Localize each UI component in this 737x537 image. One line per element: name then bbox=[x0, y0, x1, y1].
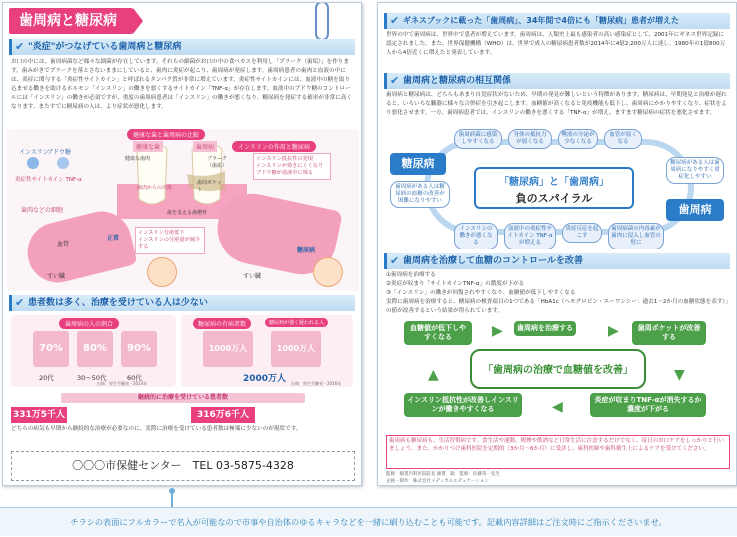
age-20s: 20代 bbox=[39, 374, 54, 382]
spiral-subtitle: 負のスパイラル bbox=[515, 192, 593, 205]
arrow-right-icon: ▶ bbox=[608, 323, 619, 339]
glucose-label: ブドウ糖 bbox=[47, 149, 72, 156]
chart1-title: 歯周病の人の割合 bbox=[59, 318, 119, 329]
chart1-source: 出典：厚生労働省・2014年 bbox=[97, 381, 148, 386]
insulin-action-title: インスリンの作用と糖尿病 bbox=[232, 141, 316, 152]
pct-60s: 90% bbox=[121, 331, 157, 367]
insulin-label: インスリン bbox=[19, 149, 49, 156]
page-title: 歯周病と糖尿病 bbox=[9, 8, 133, 34]
person-normal-icon bbox=[147, 257, 177, 287]
person-diabetes-icon bbox=[313, 257, 343, 287]
perio-tag: 歯周病 bbox=[666, 199, 724, 221]
list-item-2: ②炎症が収まり「サイトカインTNF-α」の濃度が下がる bbox=[386, 281, 525, 287]
paperclip-icon bbox=[315, 2, 329, 41]
credit-text: 監修：綿貫内科医院院長 綿貫 聡 監修：佐藤英一先生 bbox=[386, 472, 500, 477]
arrow-up-icon: ▲ bbox=[428, 367, 439, 383]
check-icon: ✔ bbox=[15, 40, 25, 53]
cycle-step-treat: 歯周病を治療する bbox=[514, 321, 576, 336]
treatment-paragraph: 実際に歯周病を治療すると、糖尿病の検査項目の1つである「HbA1c（ヘモグロビン・エーワンシー：過去1〜2か月の血糖状態を表す）」の値が改善するという結果が得られています。 bbox=[386, 299, 729, 314]
spiral-step-8: 血液中の炎症性サイトカイン TNF-αが増える bbox=[504, 223, 556, 249]
count-strong: 1000万人 bbox=[203, 331, 253, 367]
spiral-step-6: 歯周病がある人は糖尿病の血糖の改善が困難になりやすい bbox=[390, 181, 450, 208]
spiral-step-3: 唾液の分泌が少なくなる bbox=[558, 129, 598, 149]
perio-ratio-chart bbox=[11, 315, 176, 387]
total-count: 2000万人 bbox=[243, 374, 287, 384]
check-icon: ✔ bbox=[390, 14, 400, 27]
relation-paragraph: 歯周病と糖尿病は、どちらもあまり自覚症状がないため、早期の発見が難しいという特徴があります。糖尿病は、早期発見と治療が遅れると、いろいろな臓器に様々な合併症を引き起こします。血糖値が高くなると免疫機能も低下し、歯周病にかかりやすくなり、症状をより悪化させます。一方、歯周病患者では、インスリンの働きを悪くする「TNF-α」が増え、ますます糖尿病の症状を悪化させます。 bbox=[386, 92, 727, 116]
arrow-down-icon: ▼ bbox=[674, 367, 685, 383]
healthy-tooth-shape bbox=[137, 143, 167, 204]
spiral-center-box bbox=[474, 167, 634, 209]
cycle-step-tnf: 炎症が収まりTNF-αが消失するか濃度が下がる bbox=[590, 393, 706, 417]
section-title: 歯周病を治療して血糖のコントロールを改善 bbox=[403, 256, 583, 266]
section-heading-treatment bbox=[384, 253, 730, 269]
pancreas-label-1: すい臓 bbox=[47, 273, 66, 280]
arrow-left-icon: ◀ bbox=[552, 399, 563, 415]
warning-box: 歯周病も糖尿病も、生活習慣病です。食生活や運動、喫煙や飲酒など日常生活に注意するだけでなく、毎日のお口ケアをしっかりと行いましょう。また、かかりつけ歯科医院を定期的（3か月〜6か月）に受診し、歯科医師や歯科衛生士によるケアを受けてください。 bbox=[386, 435, 730, 469]
section-title: ギネスブックに載った「歯周病」、34年間で4倍にも「糖尿病」患者が増えた bbox=[403, 16, 679, 25]
contact-box: 〇〇〇市保健センター TEL 03-5875-4328 bbox=[11, 451, 355, 481]
pct-30-50s: 80% bbox=[77, 331, 113, 367]
section-heading-relation bbox=[384, 73, 730, 89]
section-heading-guinness bbox=[384, 13, 730, 29]
spiral-step-7: インスリンの働きが悪くなる bbox=[454, 223, 498, 249]
intro-paragraph: お口の中には、歯周病菌など様々な細菌が存在しています。それらの細菌がお口の中の食べカスを利用し「プラーク（歯垢）」を作ります。歯みがきでプラークを落とさないままにしていると、歯肉に炎症が起こり、歯周病が発症します。歯周病患者の歯肉と血液の中には、炎症に関与する「炎症性サイトカイン」と呼ばれるタンパク質が非常に増えています。炎症性サイトカインには、血液中の糖を取り込ませる働きを助けるホルモン「インスリン」の働きを悪くするサイトカイン「TNF-α」が存在します。血液中のブドウ糖のコントロールには「インスリン」の働きが必須ですが、重度の歯周病患者は「インスリン」の働きが悪くなり、糖尿病を発症する確率が非常に高くなります。またすでに糖尿病の人は、より症状が悪化します。 bbox=[11, 59, 352, 110]
section-title: 歯周病と糖尿病の相互関係 bbox=[403, 76, 512, 86]
age-60s: 60代 bbox=[127, 374, 142, 382]
diabetes-tag: 糖尿病 bbox=[390, 153, 446, 175]
continuing-treatment bbox=[11, 391, 355, 423]
ext-label: 歯肉などの細胞 bbox=[21, 207, 64, 214]
diabetes-label: 糖尿病 bbox=[297, 247, 316, 254]
chart2-subtitle: 糖尿病が強く疑われる人 bbox=[265, 318, 328, 327]
improvement-cycle bbox=[384, 317, 732, 433]
negative-spiral-diagram bbox=[384, 127, 732, 249]
insulin-character-icon bbox=[27, 157, 39, 169]
diabetes-count-chart bbox=[181, 315, 353, 387]
section-title: 患者数は多く、治療を受けている人は少ない bbox=[28, 298, 208, 308]
spiral-step-9: 炎症反応を起こす bbox=[562, 223, 602, 243]
pocket-label: 歯周ポケット bbox=[197, 180, 222, 193]
cycle-step-insulin: インスリン抵抗性が改善しインスリンが働きやすくなる bbox=[404, 393, 522, 417]
spiral-step-10: 歯周病菌の内毒素が歯肉に侵入し血管の壁に bbox=[608, 223, 664, 249]
bleed-label: 歯肉からの出血 bbox=[137, 185, 173, 191]
list-item-3: ③「インスリン」の働きが回復されやすくなり、血糖値が低下しやすくなる bbox=[386, 290, 576, 296]
gingiva-label: 健康な歯肉 bbox=[125, 156, 151, 162]
section-title: "炎症"がつなげている歯周病と糖尿病 bbox=[28, 42, 182, 52]
spiral-step-1: 歯周病菌に感染しやすくなる bbox=[454, 129, 502, 149]
resistance-note: インスリン抵抗性の発現 インスリンが効きにくくなりブドウ糖が血液中に残る bbox=[253, 153, 331, 180]
perio-tag: 歯周病 bbox=[193, 141, 217, 152]
left-page bbox=[2, 2, 362, 486]
footer-note: チラシの表面にフルカラーで名入が可能なので市事や自治体のゆるキャラなどを一緒に刷り込むことも可能です。記載内容詳細はご注文時にご指示くださいませ。 bbox=[0, 507, 737, 536]
count-diabetes-treated: 316万6千人 bbox=[191, 407, 255, 423]
healthy-tag: 健康な歯 bbox=[133, 141, 163, 152]
cycle-step-pocket: 歯周ポケットが改善する bbox=[632, 321, 706, 345]
guinness-paragraph: 世界の中で歯周病は、世界中で患者が増えています。歯周病は、人類史上最も感染者の高い感染症として、2001年にギネス世界記録に認定されました。また、世界保健機構（WHO）は、世界で成人の糖尿病患者数が2014年に4億2,200万人に達し、1980年の1億800万人から4倍近くに増えたと発表しています。 bbox=[386, 32, 726, 56]
spiral-main-title: 「糖尿病」と「歯周病」 bbox=[499, 177, 609, 188]
spiral-step-2: 身体の抵抗力が弱くなる bbox=[508, 129, 552, 149]
age-30-50s: 30〜50代 bbox=[77, 374, 107, 382]
cycle-step-glucose: 血糖値が低下しやすくなる bbox=[404, 321, 472, 345]
count-suspect: 1000万人 bbox=[271, 331, 321, 367]
spiral-step-5: 糖尿病がある人は歯周病になりやすく重症化しやすい bbox=[666, 157, 724, 184]
publisher-text: 企画・制作：株式会社メディカルエデュケーション bbox=[386, 479, 489, 484]
list-item-1: ①歯周病を治療する bbox=[386, 272, 436, 278]
arrow-right-icon: ▶ bbox=[492, 323, 503, 339]
glucose-character-icon bbox=[57, 157, 69, 169]
section-heading-patients bbox=[9, 295, 355, 311]
bone-label: 歯を支える歯槽骨 bbox=[167, 210, 208, 216]
cycle-title: 「歯周病の治療で血糖値を改善」 bbox=[483, 365, 633, 376]
summary-paragraph: どちらの病気も早期から継続的な治療が必要なのに、実際に治療を受けている患者数は極端に少ないのが現状です。 bbox=[11, 426, 302, 432]
check-icon: ✔ bbox=[15, 296, 25, 309]
pancreas-label-2: すい臓 bbox=[243, 273, 262, 280]
right-page bbox=[377, 2, 737, 486]
continue-label: 継続的に治療を受けている患者数 bbox=[61, 393, 305, 403]
vessel-label: 血管 bbox=[57, 241, 70, 248]
chart2-title: 糖尿病の有病者数 bbox=[193, 318, 251, 329]
check-icon: ✔ bbox=[390, 254, 400, 267]
chart2-source: 出典：厚生労働省・2016年 bbox=[291, 381, 342, 386]
check-icon: ✔ bbox=[390, 74, 400, 87]
vessel-normal bbox=[21, 205, 137, 289]
spiral-step-4: 血管が弱くなる bbox=[604, 129, 642, 149]
pct-20s: 70% bbox=[33, 331, 69, 367]
normal-label: 正常 bbox=[107, 235, 120, 242]
disease-diagram bbox=[7, 129, 359, 291]
tnf-label: 炎症性サイトカイン TNF-α bbox=[15, 177, 82, 183]
secretion-note: インスリン分泌低下 インスリンの分泌量が減少する bbox=[135, 227, 205, 254]
plaque-label: プラーク（歯垢） bbox=[207, 156, 228, 169]
perio-tooth-shape bbox=[192, 143, 222, 204]
connector-line bbox=[171, 494, 173, 508]
compare-title: 健康な歯と歯周病の比較 bbox=[127, 129, 205, 140]
section-heading-inflammation bbox=[9, 39, 355, 55]
count-perio-treated: 331万5千人 bbox=[11, 407, 67, 423]
